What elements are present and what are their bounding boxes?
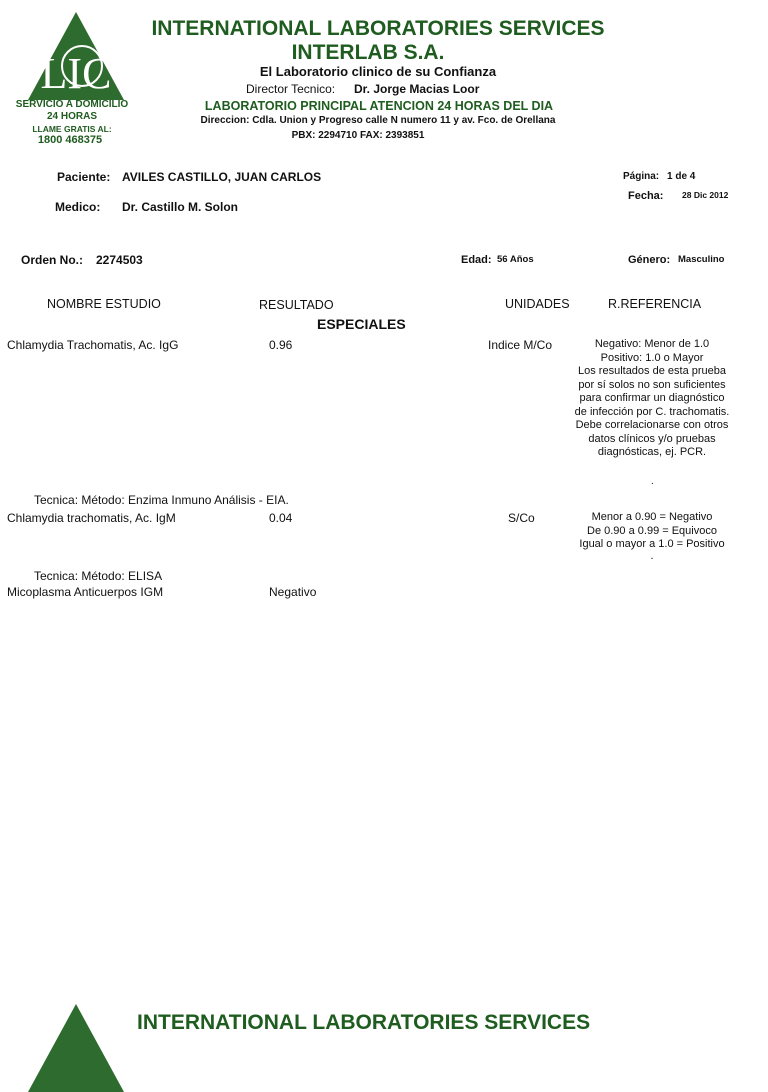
side-phone: 1800 468375 bbox=[37, 134, 103, 146]
row1-ref-line: para confirmar un diagnóstico bbox=[579, 392, 725, 404]
principal-line: LABORATORIO PRINCIPAL ATENCION 24 HORAS DEL DIA bbox=[204, 99, 554, 113]
row2-ref-line: Menor a 0.90 = Negativo bbox=[591, 511, 713, 523]
row2-name: Chlamydia trachomatis, Ac. IgM bbox=[7, 511, 176, 525]
row1-ref-line: de infección por C. trachomatis. bbox=[574, 405, 730, 418]
col-header-resultado: RESULTADO bbox=[259, 298, 334, 312]
paciente-label: Paciente: bbox=[57, 170, 111, 184]
medico-label: Medico: bbox=[55, 200, 101, 214]
paciente-value: AVILES CASTILLO, JUAN CARLOS bbox=[122, 170, 322, 184]
row1-ref-line: Negativo: Menor de 1.0 bbox=[594, 338, 710, 350]
address: Direccion: Cdla. Union y Progreso calle N numero 11 y av. Fco. de Orellana bbox=[200, 115, 556, 126]
row3-name: Micoplasma Anticuerpos IGM bbox=[7, 585, 164, 599]
row1-ref-line: Positivo: 1.0 o Mayor bbox=[600, 351, 704, 364]
side-24h: 24 HORAS bbox=[46, 111, 97, 122]
row2-method: Tecnica: Método: ELISA bbox=[34, 569, 163, 583]
orden-label: Orden No.: bbox=[21, 253, 83, 267]
row1-ref-line: por sí solos no son suficientes bbox=[578, 378, 726, 391]
row2-result: 0.04 bbox=[269, 511, 293, 525]
col-header-referencia: R.REFERENCIA bbox=[608, 297, 702, 311]
row2-ref-line: De 0.90 a 0.99 = Equivoco bbox=[587, 524, 717, 537]
row1-ref-line: diagnósticas, ej. PCR. bbox=[597, 446, 707, 458]
pagina-value: 1 de 4 bbox=[667, 171, 696, 182]
logo-lettering: LIC bbox=[40, 49, 112, 98]
row2-units: S/Co bbox=[508, 511, 535, 525]
row1-result: 0.96 bbox=[269, 338, 293, 352]
row3-result: Negativo bbox=[269, 585, 317, 599]
company-name-line2: INTERLAB S.A. bbox=[291, 41, 445, 64]
row1-ref-line: Debe correlacionarse con otros bbox=[575, 419, 729, 431]
row1-ref-line: Los resultados de esta prueba bbox=[578, 365, 726, 377]
col-header-unidades: UNIDADES bbox=[505, 297, 570, 311]
side-call-label: LLAME GRATIS AL: bbox=[32, 124, 112, 134]
row1-ref-line: datos clínicos y/o pruebas bbox=[588, 432, 716, 445]
fecha-label: Fecha: bbox=[628, 190, 664, 202]
edad-value: 56 Años bbox=[497, 254, 534, 265]
medico-value: Dr. Castillo M. Solon bbox=[122, 200, 239, 214]
edad-label: Edad: bbox=[461, 254, 492, 266]
lic-logo-next-page bbox=[28, 1004, 124, 1092]
genero-value: Masculino bbox=[678, 254, 725, 265]
orden-value: 2274503 bbox=[96, 253, 143, 267]
fecha-value: 28 Dic 2012 bbox=[682, 190, 729, 200]
row2-ref-line: Igual o mayor a 1.0 = Positivo bbox=[579, 538, 725, 550]
director-name: Dr. Jorge Macias Loor bbox=[354, 82, 480, 96]
phones: PBX: 2294710 FAX: 2393851 bbox=[291, 130, 425, 141]
director-label: Director Tecnico: bbox=[246, 82, 336, 96]
row1-method: Tecnica: Método: Enzima Inmuno Análisis - EIA. bbox=[34, 493, 289, 507]
pagina-label: Página: bbox=[623, 171, 660, 182]
next-page-company-name: INTERNATIONAL LABORATORIES SERVICES bbox=[137, 1011, 591, 1034]
side-home-service: SERVICIO A DOMICILIO bbox=[15, 99, 129, 110]
genero-label: Género: bbox=[628, 254, 671, 266]
section-title: ESPECIALES bbox=[317, 316, 406, 332]
tagline: El Laboratorio clinico de su Confianza bbox=[259, 64, 497, 79]
company-name-line1: INTERNATIONAL LABORATORIES SERVICES bbox=[151, 17, 605, 40]
row1-reference bbox=[552, 338, 752, 460]
row1-dot: . bbox=[651, 476, 654, 487]
row2-ref-line: . bbox=[650, 549, 654, 562]
row2-reference bbox=[552, 511, 752, 560]
col-header-estudio: NOMBRE ESTUDIO bbox=[47, 297, 161, 311]
row1-name: Chlamydia Trachomatis, Ac. IgG bbox=[7, 338, 179, 352]
row1-units: Indice M/Co bbox=[488, 338, 553, 352]
